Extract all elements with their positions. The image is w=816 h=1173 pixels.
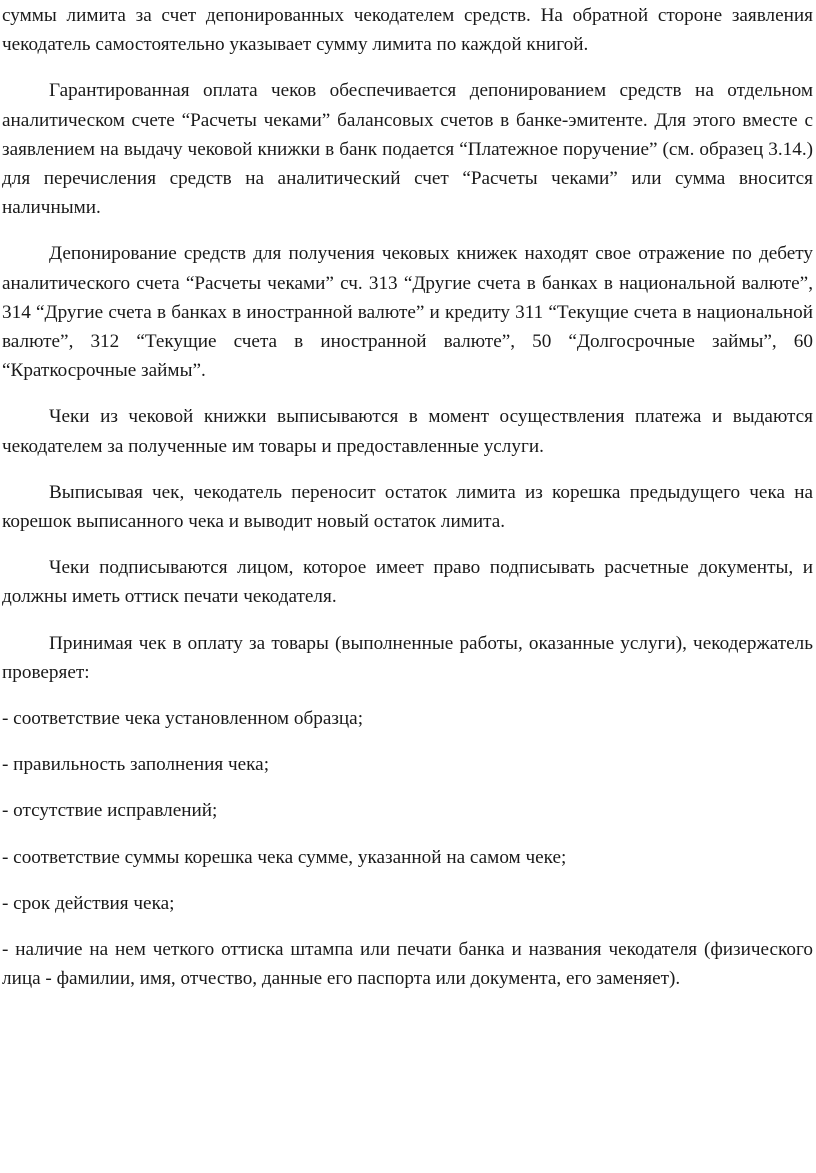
list-item: - правильность заполнения чека; (2, 754, 270, 776)
paragraph-limit-amount: суммы лимита за счет депонированных чекодателем средств. На обратной стороне заявления чекодатель самостоятельно указывает сумму лимита по каждой книгой. (2, 5, 813, 56)
paragraph-deposit-accounting: Депонирование средств для получения чековых книжек находят свое отражение по дебету аналитического счета “Расчеты чеками” сч. 313 “Другие счета в банках в национальной валюте”, 314 “Другие счета в банках в иностранной валюте” и кредиту 311 “Текущие счета в национальной валюте”, 312 “Текущие счета в иностранной валюте”, 50 “Долгосрочные займы”, 60 “Краткосрочные займы”. (2, 243, 813, 382)
list-item: - срок действия чека; (2, 892, 175, 914)
list-item: - соответствие чека установленном образца; (2, 708, 364, 730)
paragraph-signatures: Чеки подписываются лицом, которое имеет право подписывать расчетные документы, и должны иметь оттиск печати чекодателя. (2, 557, 813, 608)
list-item: - наличие на нем четкого оттиска штампа или печати банка и названия чекодателя (физического лица - фамилии, имя, отчество, данные его паспорта или документа, его заменяет). (2, 939, 813, 990)
paragraph-guaranteed-payment: Гарантированная оплата чеков обеспечивается депонированием средств на отдельном аналитическом счете “Расчеты чеками” балансовых счетов в банке-эмитенте. Для этого вместе с заявлением на выдачу чековой книжки в банк подается “Платежное поручение” (см. образец 3.14.) для перечисления средств на аналитический счет “Расчеты чеками” или сумма вносится наличными. (2, 80, 813, 219)
list-item: - отсутствие исправлений; (2, 800, 218, 822)
list-item: - соответствие суммы корешка чека сумме, указанной на самом чеке; (2, 846, 567, 868)
paragraph-holder-checks: Принимая чек в оплату за товары (выполненные работы, оказанные услуги), чекодержатель проверяет: (2, 632, 813, 683)
paragraph-checks-issued: Чеки из чековой книжки выписываются в момент осуществления платежа и выдаются чекодателем за полученные им товары и предоставленные услуги. (2, 406, 813, 457)
paragraph-limit-transfer: Выписывая чек, чекодатель переносит остаток лимита из корешка предыдущего чека на корешок выписанного чека и выводит новый остаток лимита. (2, 481, 813, 533)
